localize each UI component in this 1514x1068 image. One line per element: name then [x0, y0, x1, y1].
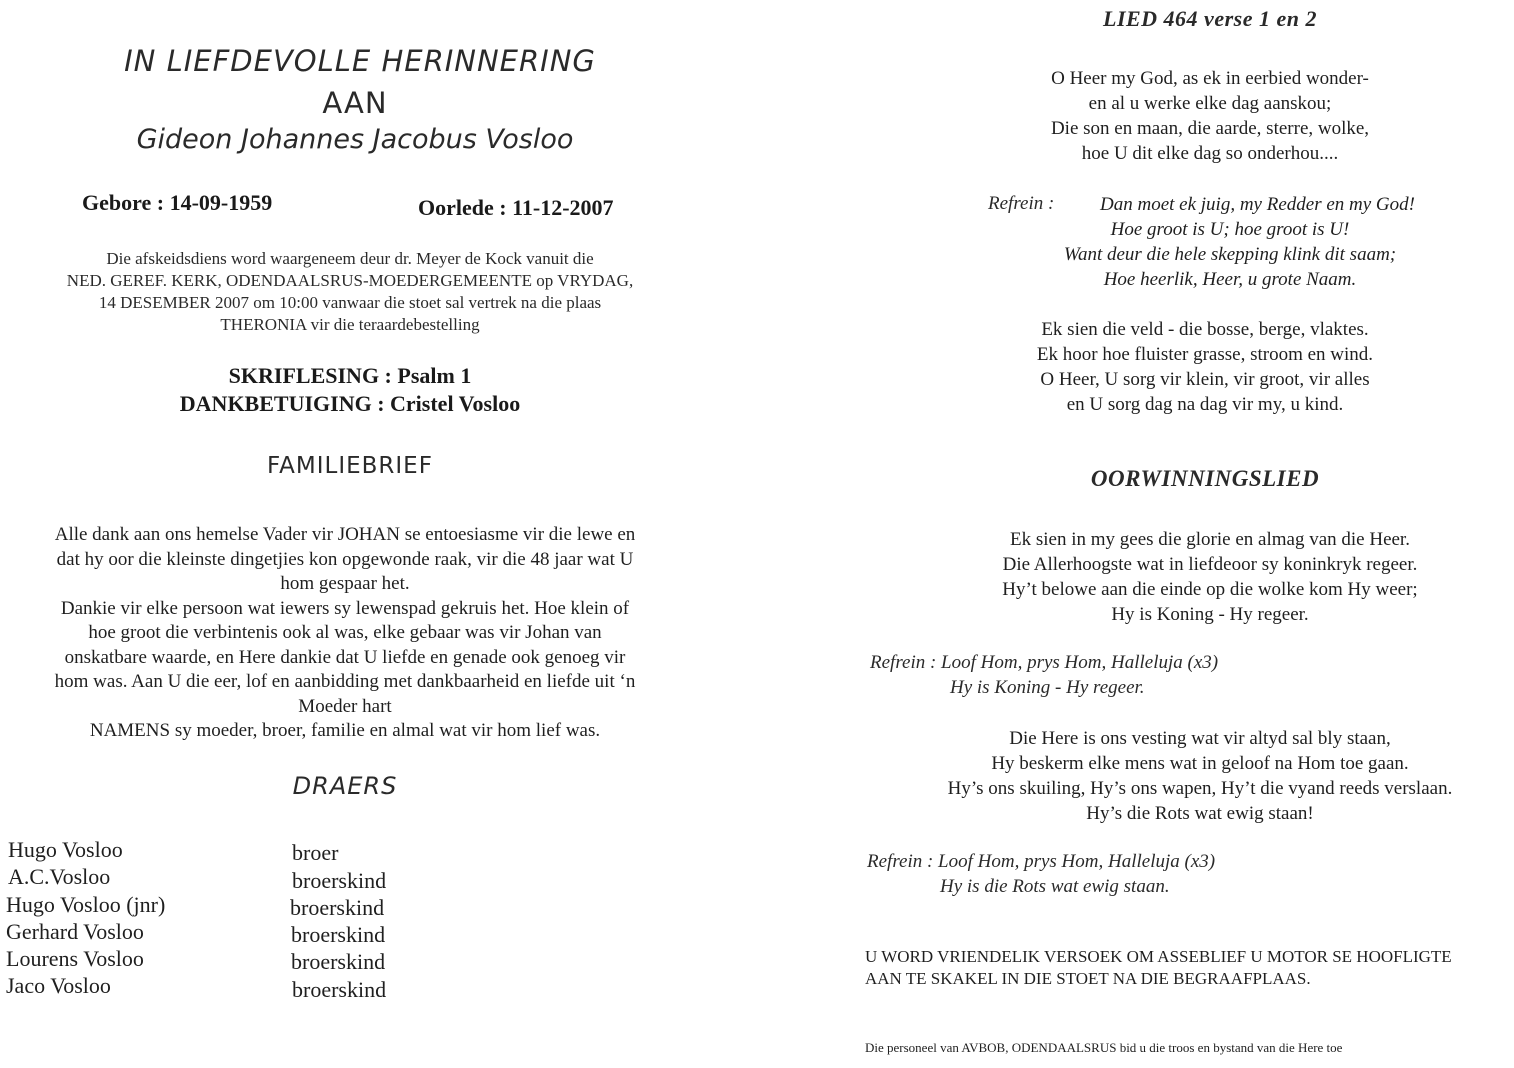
headlights-notice — [865, 946, 1452, 990]
service-line: NED. GEREF. KERK, ODENDAALSRUS-MOEDERGEMEENTE op VRYDAG, — [66, 271, 634, 290]
verse-line: Die Allerhoogste wat in liefdeoor sy koninkryk regeer. — [1002, 554, 1418, 575]
verse-line: Die Here is ons vesting wat vir altyd sal bly staan, — [1009, 728, 1391, 749]
hymn-verse-1 — [960, 66, 1460, 166]
bearer-name: A.C.Vosloo — [8, 864, 111, 889]
bearer-name: Jaco Vosloo — [6, 973, 111, 998]
verse-line: en U sorg dag na dag vir my, u kind. — [1066, 394, 1344, 415]
bearer-name: Lourens Vosloo — [6, 946, 144, 971]
letter-line: hom gespaar het. — [280, 573, 410, 594]
service-line: THERONIA vir die teraardebestelling — [220, 315, 480, 334]
bearer-relation: broerskind — [291, 922, 386, 947]
verse-line: en al u werke elke dag aanskou; — [1088, 93, 1332, 114]
refrain-line: Want deur die hele skepping klink dit saam; — [1063, 244, 1397, 265]
letter-line: dat hy oor die kleinste dingetjies kon opgewonde raak, vir die 48 jaar wat U — [56, 548, 634, 570]
funeral-home-footer: Die personeel van AVBOB, ODENDAALSRUS bid u die troos en bystand van die Here toe — [865, 1040, 1343, 1055]
notice-line: U WORD VRIENDELIK VERSOEK OM ASSEBLIEF U MOTOR SE HOOFLIGTE — [865, 947, 1452, 966]
memorial-aan: AAN — [322, 86, 388, 120]
refrain-line: Hoe groot is U; hoe groot is U! — [1110, 219, 1350, 240]
bearer-relation: broerskind — [292, 977, 387, 1002]
victory-refrain-1: Refrein : Loof Hom, prys Hom, Halleluja (x3) — [870, 652, 1219, 673]
thanks-giving: DANKBETUIGING : Cristel Vosloo — [179, 391, 521, 416]
letter-line: NAMENS sy moeder, broer, familie en almal wat vir hom lief was. — [89, 720, 601, 741]
bearer-relation: broer — [292, 840, 339, 865]
family-letter-heading: FAMILIEBRIEF — [267, 453, 433, 479]
refrain-line: Hoe heerlik, Heer, u grote Naam. — [1103, 269, 1357, 290]
letter-line: Dankie vir elke persoon wat iewers sy lewenspad gekruis het. Hoe klein of — [60, 597, 630, 619]
family-letter — [10, 523, 680, 744]
bearer-name: Hugo Vosloo (jnr) — [6, 892, 166, 917]
victory-song-heading: OORWINNINGSLIED — [1090, 466, 1320, 491]
letter-line: hoe groot die verbintenis ook al was, elke gebaar was vir Johan van — [88, 622, 602, 643]
letter-line: Moeder hart — [298, 695, 392, 717]
verse-line: Hy’s die Rots wat ewig staan! — [1086, 803, 1314, 824]
verse-line: Ek sien in my gees die glorie en almag van die Heer. — [1010, 529, 1410, 550]
letter-line: onskatbare waarde, en Here dankie dat U liefde en genade ook genoeg vir — [64, 646, 626, 668]
verse-line: O Heer, U sorg vir klein, vir groot, vir alles — [1040, 369, 1370, 390]
verse-line: Hy’s ons skuiling, Hy’s ons wapen, Hy’t die vyand reeds verslaan. — [947, 778, 1453, 799]
hymn-refrain-label: Refrein : — [988, 193, 1055, 214]
hymn-refrain — [1010, 192, 1450, 292]
bearer-name: Gerhard Vosloo — [6, 919, 144, 944]
verse-line: hoe U dit elke dag so onderhou.... — [1081, 143, 1339, 164]
refrain-line: Dan moet ek juig, my Redder en my God! — [1100, 194, 1415, 215]
verse-line: Hy is Koning - Hy regeer. — [1111, 604, 1309, 625]
victory-refrain-2: Refrein : Loof Hom, prys Hom, Halleluja (x3) — [867, 851, 1216, 872]
service-line: Die afskeidsdiens word waargeneem deur dr. Meyer de Kock vanuit die — [106, 249, 594, 268]
reading-block — [60, 362, 640, 418]
victory-refrain-2-line: Hy is die Rots wat ewig staan. — [940, 876, 1170, 897]
birth-date: Gebore : 14-09-1959 — [82, 190, 273, 215]
scripture-reading: SKRIFLESING : Psalm 1 — [228, 363, 472, 388]
notice-line: AAN TE SKAKEL IN DIE STOET NA DIE BEGRAAFPLAAS. — [865, 969, 1311, 988]
victory-verse-2 — [910, 726, 1490, 826]
hymn-heading: LIED 464 verse 1 en 2 — [1103, 6, 1317, 31]
service-line: 14 DESEMBER 2007 om 10:00 vanwaar die stoet sal vertrek na die plaas — [98, 293, 602, 312]
victory-refrain-1-line: Hy is Koning - Hy regeer. — [950, 677, 1145, 698]
verse-line: Ek sien die veld - die bosse, berge, vlaktes. — [1041, 319, 1369, 340]
hymn-verse-2 — [955, 317, 1455, 417]
bearers-heading: DRAERS — [292, 772, 398, 800]
letter-line: hom was. Aan U die eer, lof en aanbidding met dankbaarheid en liefde uit ‘n — [54, 671, 636, 692]
verse-line: O Heer my God, as ek in eerbied wonder- — [1051, 68, 1369, 89]
verse-line: Ek hoor hoe fluister grasse, stroom en wind. — [1036, 344, 1374, 365]
deceased-name: Gideon Johannes Jacobus Vosloo — [136, 124, 574, 155]
service-details — [20, 248, 680, 336]
bearer-name: Hugo Vosloo — [8, 837, 123, 862]
memorial-title: IN LIEFDEVOLLE HERINNERING — [124, 44, 596, 78]
bearer-relation: broerskind — [290, 895, 385, 920]
verse-line: Hy beskerm elke mens wat in geloof na Hom toe gaan. — [991, 753, 1409, 774]
death-date: Oorlede : 11-12-2007 — [418, 195, 614, 220]
bearer-relation: broerskind — [291, 949, 386, 974]
bearer-relation: broerskind — [292, 868, 387, 893]
victory-verse-1 — [950, 527, 1470, 627]
verse-line: Hy’t belowe aan die einde op die wolke kom Hy weer; — [1002, 579, 1418, 600]
verse-line: Die son en maan, die aarde, sterre, wolke, — [1050, 118, 1370, 139]
letter-line: Alle dank aan ons hemelse Vader vir JOHAN se entoesiasme vir die lewe en — [54, 524, 636, 545]
